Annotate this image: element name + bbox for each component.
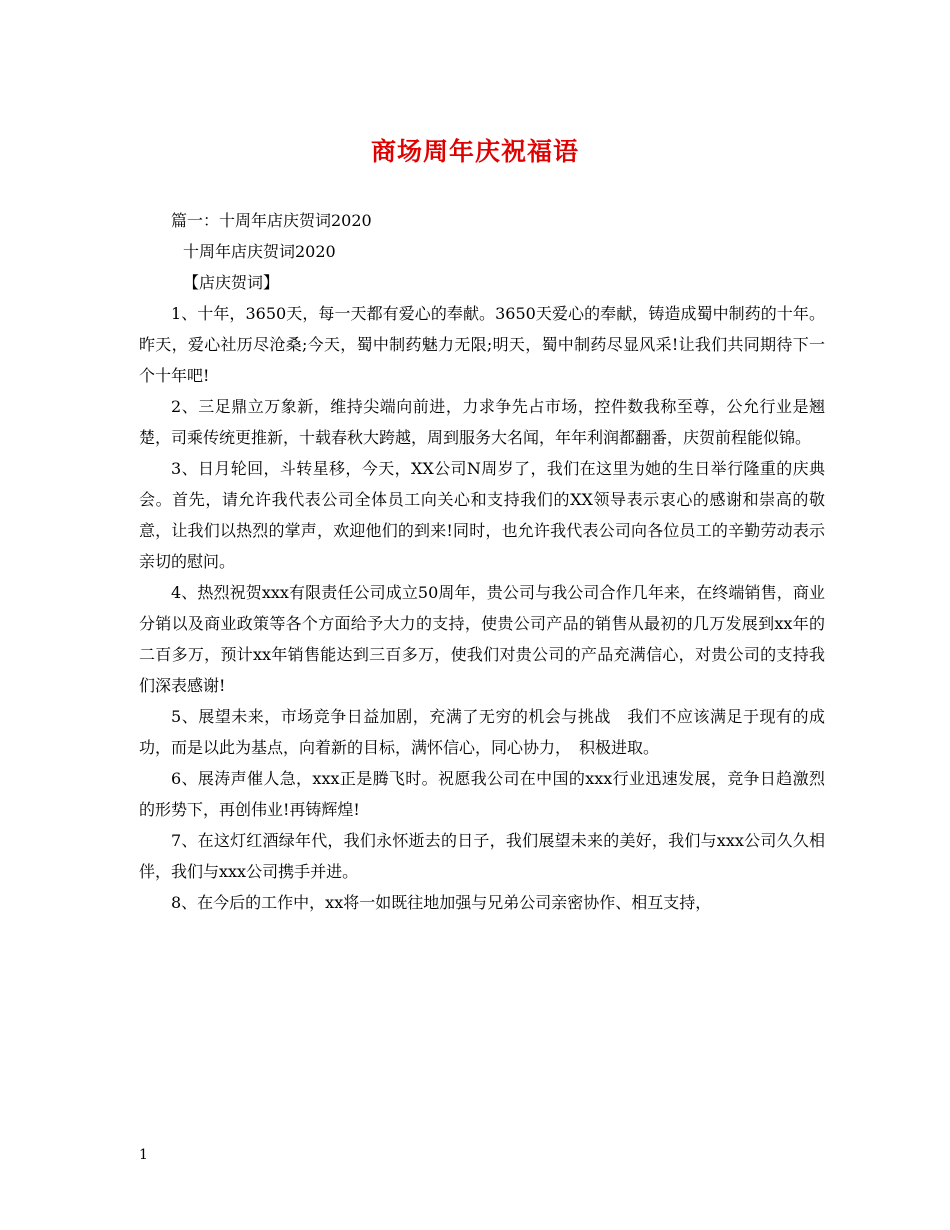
subsection-heading: 十周年店庆贺词2020 <box>183 242 336 261</box>
paragraph-3: 3、日月轮回，斗转星移，今天，XX公司N周岁了，我们在这里为她的生日举行隆重的庆典会。首先，请允许我代表公司全体员工向关心和支持我们的XX领导表示衷心的感谢和崇高的敬意，让我们以热烈的掌声，欢迎他们的到来!同时，也允许我代表公司向各位员工的辛勤劳动表示亲切的慰问。 <box>139 459 825 571</box>
paragraph-6: 6、展涛声催人急，xxx正是腾飞时。祝愿我公司在中国的xxx行业迅速发展，竞争日趋激烈的形势下，再创伟业!再铸辉煌! <box>139 769 825 819</box>
paragraph-2: 2、三足鼎立万象新，维持尖端向前进，力求争先占市场，控件数我称至尊，公允行业是翘楚，司乘传统更推新，十载春秋大跨越，周到服务大名闻，年年利润都翻番，庆贺前程能似锦。 <box>139 397 825 447</box>
paragraph-8: 8、在今后的工作中，xx将一如既往地加强与兄弟公司亲密协作、相互支持， <box>171 893 712 912</box>
bracket-heading: 【店庆贺词】 <box>183 273 280 292</box>
page-number: 1 <box>139 1147 148 1163</box>
paragraph-1: 1、十年，3650天，每一天都有爱心的奉献。3650天爱心的奉献，铸造成蜀中制药的十年。昨天，爱心社历尽沧桑;今天，蜀中制药魅力无限;明天，蜀中制药尽显风采!让我们共同期待下一个十年吧! <box>139 304 825 385</box>
paragraph-5: 5、展望未来，市场竞争日益加剧，充满了无穷的机会与挑战 我们不应该满足于现有的成功，而是以此为基点，向着新的目标，满怀信心，同心协力， 积极进取。 <box>139 707 825 757</box>
paragraph-7: 7、在这灯红酒绿年代，我们永怀逝去的日子，我们展望未来的美好，我们与xxx公司久久相伴，我们与xxx公司携手并进。 <box>139 831 825 881</box>
document-body <box>139 205 825 918</box>
section-heading: 篇一：十周年店庆贺词2020 <box>171 211 372 230</box>
paragraph-4: 4、热烈祝贺xxx有限责任公司成立50周年，贵公司与我公司合作几年来，在终端销售，商业分销以及商业政策等各个方面给予大力的支持，使贵公司产品的销售从最初的几万发展到xx年的二百多万，预计xx年销售能达到三百多万，使我们对贵公司的产品充满信心，对贵公司的支持我们深表感谢! <box>139 583 825 695</box>
document-title: 商场周年庆祝福语 <box>370 137 579 166</box>
